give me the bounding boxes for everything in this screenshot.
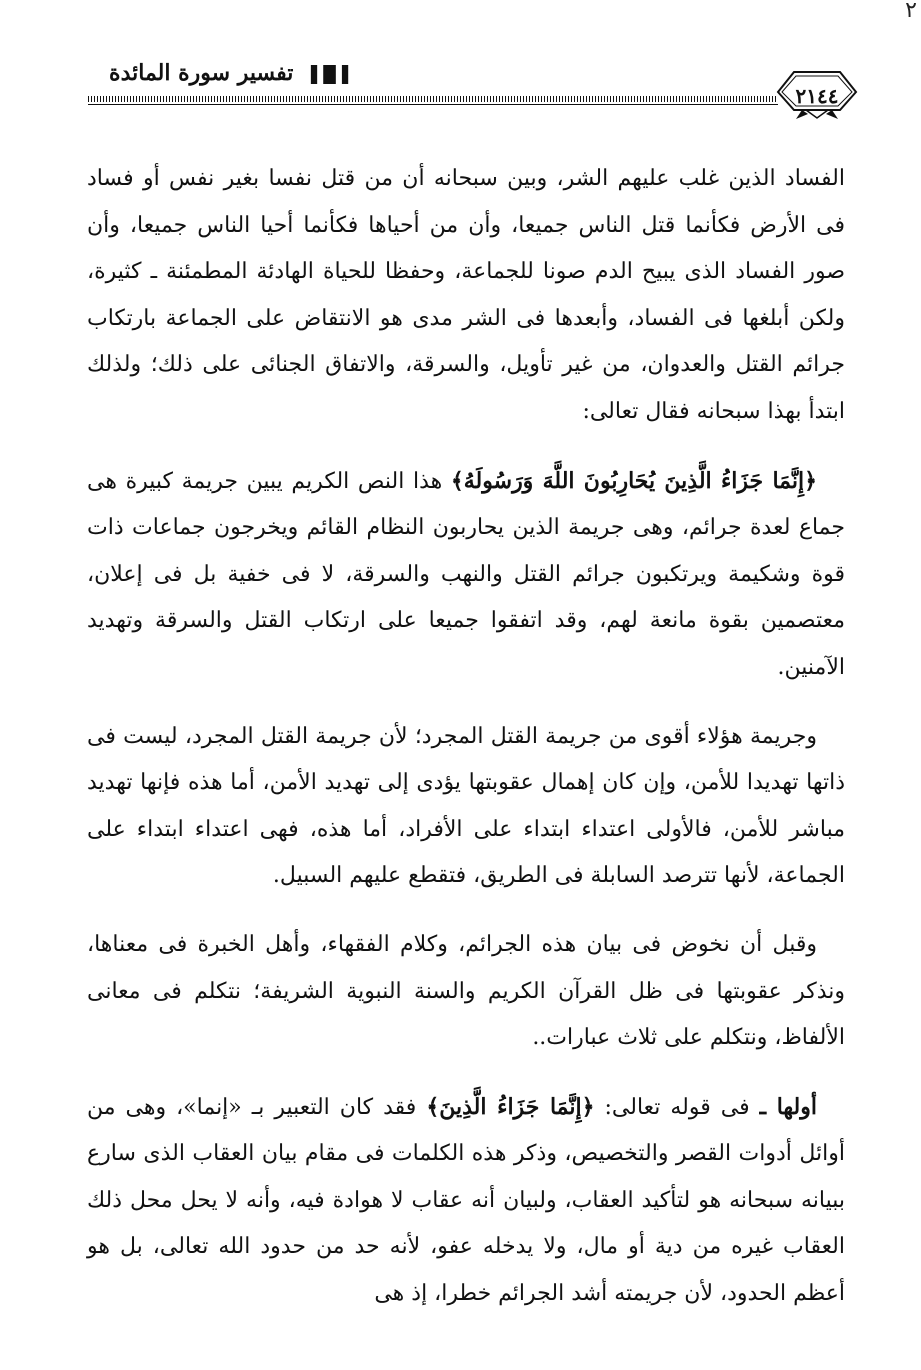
body-text <box>87 156 845 1340</box>
paragraph-text: وجريمة هؤلاء أقوى من جريمة القتل المجرد؛ لأن جريمة القتل المجرد، ليست فى ذاتها تهديدا للأمن، وإن كان إهمال عقوبتها يؤدى إلى تهديد الأمن، أما هذه فإنها تهديد مباشر للأمن، فالأولى اعتداء ابتداء على الأفراد، أما هذه، فهى اعتداء ابتداء على الجماعة، لأنها تترصد السابلة فى الطريق، فتقطع عليهم السبيل. <box>87 723 845 889</box>
running-title-text: تفسير سورة المائدة <box>109 60 294 86</box>
corner-mark: ٢ <box>905 0 917 23</box>
ornament-icon: ▐█▌ <box>311 65 348 84</box>
paragraph-text: هذا النص الكريم يبين جريمة كبيرة هى جماع لعدة جرائم، وهى جريمة الذين يحاربون النظام القائم ويخرجون جماعات ذات قوة وشكيمة ويرتكبون جرائم القتل والنهب والسرقة، لا فى خفية بل فى إعلان، معتصمين بقوة مانعة لهم، وقد اتفقوا جميعا على ارتكاب القتل والسرقة وتهديد الآمنين. <box>87 468 845 680</box>
paragraph <box>87 922 845 1062</box>
paragraph-text: فى قوله تعالى: <box>594 1094 760 1120</box>
running-title <box>109 60 348 86</box>
paragraph <box>87 458 845 692</box>
paragraph-text: الفساد الذين غلب عليهم الشر، وبين سبحانه أن من قتل نفسا بغير نفس أو فساد فى الأرض فكأنما قتل الناس جميعا، وأن من أحياها فكأنما أحيا الناس جميعا، وأن صور الفساد الذى يبيح الدم صونا للجماعة، وحفظا للحياة الهادئة المطمئنة ـ كثيرة، ولكن أبلغها فى الفساد، وأبعدها فى الشر مدى هو الانتقاض على الجماعة بارتكاب جرائم القتل والعدوان، من غير تأويل، والسرقة، والاتفاق الجنائى على ذلك؛ ولذلك ابتدأ بهذا سبحانه فقال تعالى: <box>87 166 845 424</box>
quran-verse: ﴿إِنَّمَا جَزَاءُ الَّذِينَ يُحَارِبُونَ اللَّهَ وَرَسُولَهُ﴾ <box>450 467 817 494</box>
quran-verse: ﴿إِنَّمَا جَزَاءُ الَّذِينَ﴾ <box>426 1093 595 1120</box>
page-number-badge <box>776 64 858 116</box>
paragraph-text: فقد كان التعبير بـ «إنما»، وهى من أوائل أدوات القصر والتخصيص، وذكر هذه الكلمات فى مقام بيان العقاب الذى سارع ببيانه سبحانه هو لتأكيد العقاب، ولبيان أنه عقاب لا هوادة فيه، وأنه لا يحل محل ذلك العقاب غيره من دية أو مال، ولا يدخله عفو، لأنه حد من حدود الله تعالى، بل هو أعظم الحدود، لأن جريمته أشد الجرائم خطرا، إذ هى <box>87 1094 845 1307</box>
paragraph <box>87 1084 845 1318</box>
page-number: ٢١٤٤ <box>795 84 839 108</box>
header-rule <box>88 96 778 102</box>
paragraph-text: وقبل أن نخوض فى بيان هذه الجرائم، وكلام الفقهاء، وأهل الخبرة فى معناها، ونذكر عقوبتها فى ظل القرآن الكريم والسنة النبوية الشريفة؛ نتكلم فى معانى الألفاظ، ونتكلم على ثلاث عبارات.. <box>87 931 845 1051</box>
page-header <box>88 52 848 112</box>
paragraph <box>87 714 845 900</box>
lead-word: أولها ـ <box>759 1093 817 1120</box>
paragraph <box>87 156 845 436</box>
